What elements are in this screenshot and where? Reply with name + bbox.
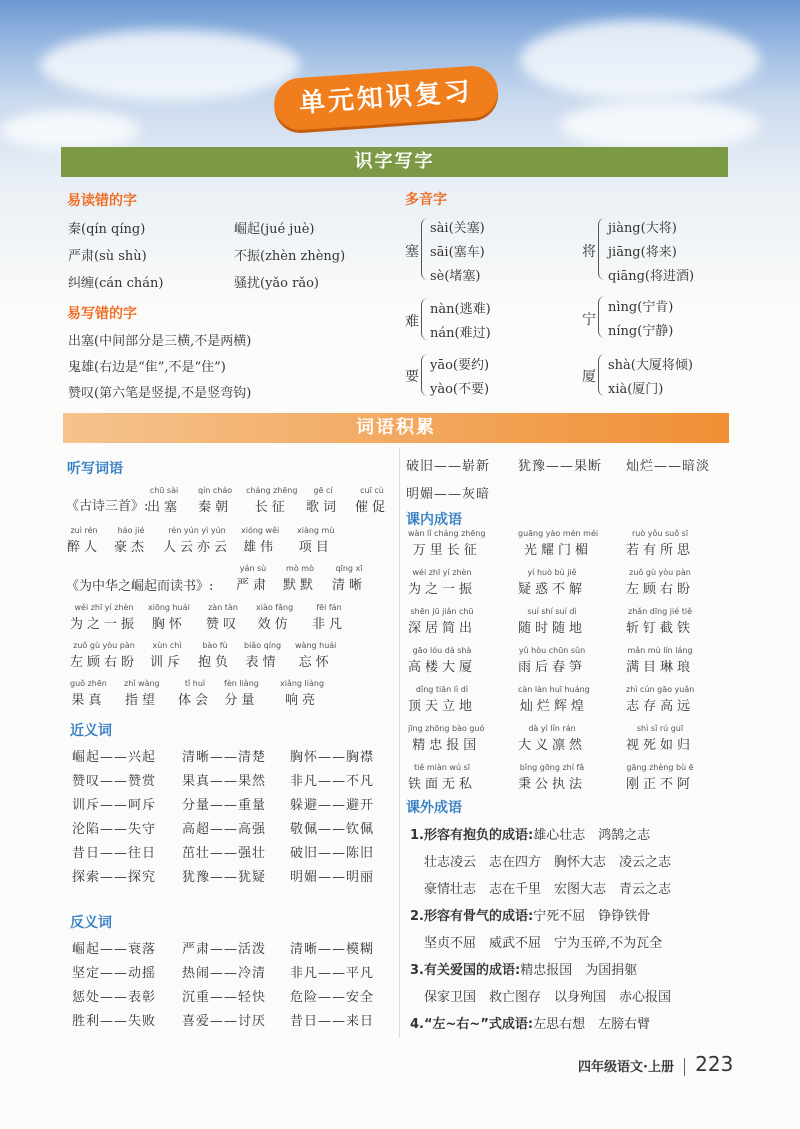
idiom [626, 567, 694, 597]
idiom-line: 雄心壮志 鸿鹄之志 [533, 828, 651, 843]
polyphonic-reading: jiàng(大将) [608, 221, 677, 236]
pinyin: zàn tàn [208, 603, 238, 612]
hanzi: 秉公执法 [518, 777, 587, 792]
pinyin: guāng yào mén méi [518, 529, 599, 538]
polyphonic-reading: nìng(宁肯) [608, 300, 674, 315]
vocab-word [236, 563, 270, 593]
idiom [626, 528, 694, 558]
hanzi: 满目琳琅 [626, 660, 695, 675]
hanzi: 光耀门楣 [524, 543, 593, 558]
brace [421, 218, 428, 280]
antonym-pair: 犹豫——果断 [518, 459, 603, 474]
polyphonic-reading: nàn(逃难) [430, 302, 491, 317]
polyphonic-char: 塞 [405, 244, 419, 260]
hanzi: 为之一振 [408, 582, 477, 597]
idiom-line: 宁死不屈 铮铮铁骨 [533, 909, 651, 924]
antonyms-title: 反义词 [70, 915, 112, 931]
idiom [518, 567, 586, 597]
hanzi: 体会 [178, 693, 213, 708]
idiom-line: 壮志凌云 志在四方 胸怀大志 凌云之志 [424, 855, 672, 870]
vocab-word [206, 602, 240, 632]
vocab-word [150, 640, 184, 670]
pinyin: háo jié [117, 526, 145, 535]
pinyin: gāo lóu dà shà [412, 646, 472, 655]
vocab-word [198, 640, 232, 670]
hanzi: 秦朝 [198, 500, 233, 515]
idiom-category [410, 959, 637, 978]
polyphonic-char: 要 [405, 369, 419, 385]
pinyin: qīng xī [335, 564, 363, 573]
vocab-word [244, 640, 281, 670]
vocab-word [148, 602, 190, 632]
pinyin: fēi fán [316, 603, 342, 612]
easy-read-item: 不振(zhèn zhèng) [234, 249, 346, 264]
hanzi: 催促 [355, 500, 390, 515]
book-name: 四年级语文·上册 [578, 1060, 674, 1075]
pinyin: dǐng tiān lì dì [415, 685, 469, 694]
easy-read-item: 崛起(jué juè) [234, 222, 315, 237]
hanzi: 高楼大厦 [408, 660, 477, 675]
footer-divider [684, 1058, 685, 1076]
synonyms-title: 近义词 [70, 723, 112, 739]
word-pair: 坚定——动摇 [72, 966, 157, 981]
pinyin: zhǐ wàng [124, 679, 160, 688]
hanzi: 长征 [254, 500, 289, 515]
word-pair: 清晰——清楚 [182, 750, 267, 765]
idiom [518, 606, 586, 636]
word-pair: 喜爱——讨厌 [182, 1014, 267, 1029]
hanzi: 分量 [224, 693, 259, 708]
pinyin: xiōng huái [148, 603, 190, 612]
word-pair: 热闹——冷清 [182, 966, 267, 981]
hanzi: 大义凛然 [518, 738, 587, 753]
word-pair: 犹豫——犹疑 [182, 870, 267, 885]
pinyin: cuī cù [360, 486, 384, 495]
pinyin: càn làn huī huáng [518, 685, 590, 694]
antonym-pair: 灿烂——暗淡 [626, 459, 711, 474]
idiom-line: 左思右想 左膀右臂 [533, 1017, 651, 1032]
hanzi: 左顾右盼 [626, 582, 695, 597]
polyphonic-char: 厦 [582, 369, 596, 385]
pinyin: jīng zhōng bào guó [408, 724, 485, 733]
idiom [626, 684, 694, 714]
dictation-title: 听写词语 [67, 461, 123, 477]
word-pair: 危险——安全 [290, 990, 375, 1005]
cloud [560, 100, 760, 150]
word-pair: 果真——果然 [182, 774, 267, 789]
vocab-word [295, 640, 336, 670]
pinyin: bào fù [202, 641, 228, 650]
idiom [626, 723, 694, 753]
word-pair: 严肃——活泼 [182, 942, 267, 957]
hanzi: 为之一振 [70, 617, 139, 632]
hanzi: 表情 [245, 655, 280, 670]
pinyin: dà yì lǐn rán [528, 724, 576, 733]
hanzi: 疑惑不解 [518, 582, 587, 597]
pinyin: qín cháo [198, 486, 233, 495]
pinyin: zuǒ gù yòu pàn [73, 641, 135, 650]
polyphonic-reading: sè(堵塞) [430, 269, 481, 284]
pinyin: mò mò [286, 564, 314, 573]
word-pair: 胸怀——胸襟 [290, 750, 375, 765]
vocab-word [178, 678, 212, 708]
pinyin: fèn liàng [224, 679, 259, 688]
vocab-word [306, 485, 340, 515]
vocab-word [283, 563, 317, 593]
polyphonic-reading: yāo(要约) [430, 358, 490, 373]
hanzi: 左顾右盼 [70, 655, 139, 670]
pinyin: xiàng mù [297, 526, 335, 535]
idiom [518, 762, 586, 792]
pinyin: gāng zhèng bù ē [626, 763, 694, 772]
polyphonic-char: 宁 [582, 312, 596, 328]
pinyin: mǎn mù lín láng [627, 646, 693, 655]
word-pair: 躲避——避开 [290, 798, 375, 813]
book-label: 《为中华之崛起而读书》: [66, 579, 214, 594]
easy-write-item: 鬼雄(右边是“隹”,不是“住”) [68, 360, 226, 375]
idiom [408, 528, 485, 558]
idiom [518, 684, 590, 714]
polyphonic-char: 将 [582, 244, 596, 260]
page-title: 单元知识复习 [272, 64, 499, 131]
polyphonic-reading: shà(大厦将倾) [608, 358, 693, 373]
section-header-vocabulary: 词语积累 [63, 413, 729, 443]
vocab-word [280, 678, 324, 708]
cloud [0, 110, 140, 150]
word-pair: 非凡——平凡 [290, 966, 375, 981]
pinyin: xiào fǎng [256, 603, 294, 612]
hanzi: 非凡 [312, 617, 347, 632]
idiom [518, 528, 598, 558]
vocab-word [124, 678, 160, 708]
pinyin: chū sài [149, 486, 179, 495]
pinyin: gē cí [313, 486, 333, 495]
hanzi: 效仿 [257, 617, 292, 632]
word-pair: 昔日——往日 [72, 846, 157, 861]
hanzi: 刚正不阿 [626, 777, 695, 792]
hanzi: 铁面无私 [408, 777, 477, 792]
pinyin: xióng wěi [241, 526, 280, 535]
hanzi: 深居简出 [408, 621, 477, 636]
pinyin: zhǎn dīng jié tiě [628, 607, 692, 616]
polyphonic-reading: sāi(塞车) [430, 245, 485, 260]
brace [598, 218, 605, 280]
vocab-word [70, 602, 138, 632]
hanzi: 若有所思 [626, 543, 695, 558]
pinyin: wéi zhī yí zhèn [412, 568, 472, 577]
idioms-out-title: 课外成语 [406, 800, 462, 816]
pinyin: zuì rén [70, 526, 98, 535]
pinyin: ruò yǒu suǒ sī [631, 529, 689, 538]
word-pair: 昔日——来日 [290, 1014, 375, 1029]
word-pair: 高超——高强 [182, 822, 267, 837]
hanzi: 豪杰 [114, 540, 149, 555]
easy-read-item: 纠缠(cán chán) [68, 276, 164, 291]
idiom [518, 723, 586, 753]
vocab-word [241, 525, 279, 555]
pinyin: suí shí suí dì [527, 607, 577, 616]
section-header-literacy: 识字写字 [61, 147, 728, 177]
hanzi: 歌词 [306, 500, 341, 515]
vocab-word [198, 485, 232, 515]
antonym-pair: 破旧——崭新 [406, 459, 491, 474]
vocab-word [256, 602, 293, 632]
brace [421, 354, 428, 396]
vocab-word [147, 485, 181, 515]
hanzi: 志存高远 [626, 699, 695, 714]
pinyin: yán sù [239, 564, 267, 573]
hanzi: 项目 [298, 540, 333, 555]
idiom-category-label: 1.形容有抱负的成语: [410, 828, 534, 843]
easy-read-item: 秦(qín qíng) [68, 222, 146, 237]
word-pair: 惩处——表彰 [72, 990, 157, 1005]
hanzi: 人云亦云 [163, 540, 232, 555]
polyphonic-char: 难 [405, 314, 419, 330]
pinyin: wàng huái [295, 641, 337, 650]
idiom [408, 645, 476, 675]
word-pair: 崛起——衰落 [72, 942, 157, 957]
hanzi: 出塞 [147, 500, 182, 515]
word-pair: 分量——重量 [182, 798, 267, 813]
hanzi: 醉人 [67, 540, 102, 555]
pinyin: cháng zhēng [246, 486, 298, 495]
polyphonic-reading: jiāng(将来) [608, 245, 677, 260]
pinyin: bǐng gōng zhí fǎ [519, 763, 585, 772]
pinyin: guǒ zhēn [70, 679, 107, 688]
idioms-in-title: 课内成语 [406, 512, 462, 528]
hanzi: 顶天立地 [408, 699, 477, 714]
hanzi: 抱负 [198, 655, 233, 670]
word-pair: 明媚——明丽 [290, 870, 375, 885]
hanzi: 万里长征 [412, 543, 481, 558]
easy-read-item: 骚扰(yǎo rǎo) [234, 276, 319, 291]
hanzi: 指望 [124, 693, 159, 708]
easy-write-title: 易写错的字 [67, 306, 137, 322]
pinyin: tiě miàn wú sī [414, 763, 470, 772]
hanzi: 默默 [283, 578, 318, 593]
vocab-word [224, 678, 259, 708]
idiom-category [410, 1013, 650, 1032]
idiom-line: 保家卫国 救亡图存 以身殉国 赤心报国 [424, 990, 672, 1005]
idiom-category [410, 905, 650, 924]
pinyin: zhì cún gāo yuǎn [626, 685, 695, 694]
idiom [408, 606, 476, 636]
idiom-line: 豪情壮志 志在千里 宏图大志 青云之志 [424, 882, 672, 897]
pinyin: shì sǐ rú guī [636, 724, 684, 733]
pinyin: rén yún yì yún [168, 526, 226, 535]
easy-write-item: 赞叹(第六笔是竖提,不是竖弯钩) [68, 386, 252, 401]
pinyin: xiǎng liàng [280, 679, 325, 688]
idiom-category [410, 824, 650, 843]
brace [598, 354, 605, 396]
hanzi: 随时随地 [518, 621, 587, 636]
pinyin: biǎo qíng [244, 641, 282, 650]
hanzi: 响亮 [285, 693, 320, 708]
pinyin: shēn jū jiǎn chū [410, 607, 474, 616]
easy-write-item: 出塞(中间部分是三横,不是两横) [68, 334, 252, 349]
easy-read-title: 易读错的字 [67, 193, 137, 209]
vocab-word [297, 525, 334, 555]
vocab-word [67, 525, 101, 555]
word-pair: 训斥——呵斥 [72, 798, 157, 813]
idiom [626, 606, 694, 636]
word-pair: 沉重——轻快 [182, 990, 267, 1005]
polyphonic-reading: qiāng(将进酒) [608, 269, 695, 284]
idiom [408, 723, 484, 753]
vocab-word [114, 525, 148, 555]
polyphonic-title: 多音字 [405, 192, 447, 208]
idiom [626, 762, 694, 792]
pinyin: xùn chì [152, 641, 182, 650]
vocab-word [246, 485, 297, 515]
polyphonic-reading: nán(难过) [430, 326, 491, 341]
hanzi: 训斥 [150, 655, 185, 670]
column-divider [399, 448, 400, 1038]
vocab-word [163, 525, 231, 555]
pinyin: yí huò bù jiě [527, 568, 577, 577]
word-pair: 胜利——失败 [72, 1014, 157, 1029]
word-pair: 赞叹——赞赏 [72, 774, 157, 789]
brace [421, 298, 428, 340]
hanzi: 严肃 [236, 578, 271, 593]
vocab-word [70, 678, 107, 708]
polyphonic-reading: sài(关塞) [430, 221, 485, 236]
idiom [408, 684, 476, 714]
hanzi: 灿烂辉煌 [519, 699, 588, 714]
word-pair: 茁壮——强壮 [182, 846, 267, 861]
idiom-category-label: 3.有关爱国的成语: [410, 963, 521, 978]
hanzi: 果真 [71, 693, 106, 708]
page-footer [578, 1052, 733, 1076]
page-number: 223 [695, 1052, 734, 1076]
idiom [518, 645, 586, 675]
easy-read-item: 严肃(sù shù) [68, 249, 147, 264]
hanzi: 清晰 [332, 578, 367, 593]
vocab-word [332, 563, 366, 593]
word-pair: 崛起——兴起 [72, 750, 157, 765]
cloud [520, 20, 760, 100]
idiom-category-label: 4.“左~右~”式成语: [410, 1017, 534, 1032]
pinyin: zuǒ gù yòu pàn [629, 568, 691, 577]
pinyin: yǔ hòu chūn sǔn [518, 646, 586, 655]
vocab-word [312, 602, 346, 632]
hanzi: 斩钉截铁 [626, 621, 695, 636]
word-pair: 非凡——不凡 [290, 774, 375, 789]
word-pair: 探索——探究 [72, 870, 157, 885]
polyphonic-reading: xià(厦门) [608, 382, 664, 397]
word-pair: 破旧——陈旧 [290, 846, 375, 861]
pinyin: wéi zhī yí zhèn [74, 603, 134, 612]
polyphonic-reading: níng(宁静) [608, 324, 674, 339]
idiom-category-label: 2.形容有骨气的成语: [410, 909, 534, 924]
hanzi: 雄伟 [243, 540, 278, 555]
idiom [408, 567, 476, 597]
word-pair: 沦陷——失守 [72, 822, 157, 837]
hanzi: 精忠报国 [412, 738, 481, 753]
idiom-line: 坚贞不屈 威武不屈 宁为玉碎,不为瓦全 [424, 936, 663, 951]
hanzi: 视死如归 [626, 738, 695, 753]
pinyin: tǐ huì [184, 679, 206, 688]
idiom [408, 762, 476, 792]
word-pair: 清晰——模糊 [290, 942, 375, 957]
vocab-word [355, 485, 389, 515]
hanzi: 胸怀 [151, 617, 186, 632]
idiom [626, 645, 694, 675]
idiom-line: 精忠报国 为国捐躯 [520, 963, 638, 978]
word-pair: 敬佩——钦佩 [290, 822, 375, 837]
cloud [40, 30, 300, 100]
hanzi: 忘怀 [298, 655, 333, 670]
pinyin: wàn lǐ cháng zhēng [408, 529, 486, 538]
antonym-pair: 明媚——灰暗 [406, 487, 491, 502]
brace [598, 296, 605, 338]
vocab-word [70, 640, 138, 670]
hanzi: 雨后春笋 [518, 660, 587, 675]
polyphonic-reading: yào(不要) [430, 382, 490, 397]
poem-label: 《古诗三首》: [66, 499, 149, 514]
hanzi: 赞叹 [206, 617, 241, 632]
